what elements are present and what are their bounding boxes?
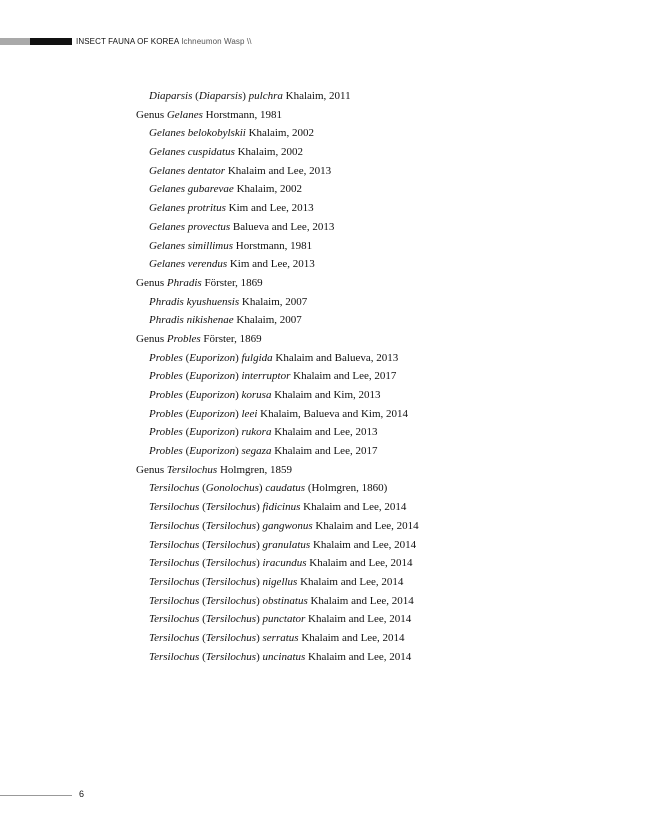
taxon-name-text: Gelanes provectus	[149, 220, 231, 233]
species-entry	[136, 218, 596, 237]
species-entry	[136, 498, 596, 517]
authority-text: Balueva and Lee, 2013	[230, 220, 335, 233]
taxon-name-text: punctator	[262, 613, 306, 626]
species-entry	[136, 311, 596, 330]
header-text	[76, 37, 252, 46]
taxon-name-text: uncinatus	[262, 650, 306, 663]
authority-text: Khalaim and Lee, 2014	[300, 501, 407, 514]
species-entry	[136, 648, 596, 667]
authority-text: )	[258, 482, 266, 495]
authority-text: )	[235, 407, 242, 420]
taxon-name-text: nigellus	[262, 575, 298, 588]
taxon-name-text: Probles	[149, 407, 183, 420]
taxon-name-text: Euporizon	[189, 370, 236, 383]
authority-text: (Holmgren, 1860)	[305, 482, 388, 495]
authority-text: Kim and Lee, 2013	[227, 258, 315, 271]
authority-text: (	[182, 351, 190, 364]
taxon-name-text: granulatus	[262, 538, 311, 551]
authority-text: )	[242, 90, 249, 102]
taxon-name-text: Euporizon	[189, 426, 236, 439]
genus-entry	[136, 106, 596, 125]
taxon-name-text: fulgida	[241, 351, 273, 364]
taxon-name-text: Euporizon	[189, 445, 236, 458]
taxon-name-text: leei	[241, 407, 258, 420]
taxon-name-text: Tersilochus	[149, 557, 200, 570]
taxon-name-text: Probles	[166, 332, 201, 345]
taxon-name-text: iracundus	[262, 557, 307, 570]
authority-text: )	[256, 519, 263, 532]
authority-text: Genus	[136, 108, 167, 121]
authority-text: )	[235, 426, 242, 439]
taxon-name-text: Gelanes belokobylskii	[149, 127, 246, 140]
taxon-name-text: Phradis	[166, 276, 202, 289]
species-entry	[136, 405, 596, 424]
authority-text: (	[199, 650, 206, 663]
taxon-name-text: Tersilochus	[205, 650, 257, 663]
taxon-name-text: Gelanes gubarevae	[149, 183, 234, 196]
genus-entry	[136, 274, 596, 293]
authority-text: )	[256, 650, 263, 663]
taxon-name-text: Tersilochus	[205, 501, 257, 514]
authority-text: Genus	[136, 276, 167, 289]
species-entry	[136, 180, 596, 199]
taxon-name-text: Tersilochus	[149, 631, 200, 644]
authority-text: )	[256, 557, 263, 570]
taxon-name-text: Tersilochus	[205, 631, 257, 644]
taxon-name-text: Gelanes	[166, 108, 203, 121]
taxon-name-text: Probles	[149, 445, 183, 458]
taxon-name-text: Diaparsis	[198, 90, 243, 102]
taxon-name-text: fidicinus	[262, 501, 301, 514]
species-entry	[136, 517, 596, 536]
authority-text: )	[256, 631, 263, 644]
taxon-name-text: Phradis nikishenae	[149, 314, 234, 327]
authority-text: (	[182, 445, 190, 458]
species-entry	[136, 554, 596, 573]
taxon-name-text: Tersilochus	[205, 538, 257, 551]
authority-text: Khalaim and Lee, 2014	[312, 519, 419, 532]
species-entry	[136, 442, 596, 461]
species-entry	[136, 592, 596, 611]
authority-text: Khalaim, 2002	[245, 127, 314, 140]
species-entry	[136, 199, 596, 218]
taxon-name-text: Gelanes dentator	[149, 164, 226, 177]
taxon-name-text: Tersilochus	[205, 519, 257, 532]
authority-text: (	[182, 426, 190, 439]
authority-text: )	[235, 445, 242, 458]
taxon-name-text: Gelanes simillimus	[149, 239, 234, 252]
authority-text: Khalaim and Lee, 2017	[271, 445, 378, 458]
authority-text: (	[192, 90, 199, 102]
authority-text: (	[199, 594, 206, 607]
authority-text: Genus	[136, 332, 167, 345]
footer-rule	[0, 795, 72, 796]
authority-text: (	[199, 501, 206, 514]
species-entry	[136, 124, 596, 143]
authority-text: (	[199, 519, 206, 532]
authority-text: Horstmann, 1981	[233, 239, 313, 252]
taxon-name-text: Tersilochus	[149, 650, 200, 663]
species-entry	[136, 386, 596, 405]
authority-text: Kim and Lee, 2013	[225, 202, 314, 215]
authority-text: Förster, 1869	[201, 276, 263, 289]
taxon-name-text: Euporizon	[189, 407, 236, 420]
taxon-name-text: Gelanes cuspidatus	[149, 146, 235, 159]
taxon-name-text: Gelanes verendus	[149, 258, 228, 271]
authority-text: Khalaim and Lee, 2014	[310, 538, 417, 551]
taxon-name-text: Diaparsis	[149, 90, 193, 102]
species-entry	[136, 255, 596, 274]
authority-text: Khalaim and Lee, 2014	[297, 575, 404, 588]
authority-text: (	[199, 631, 206, 644]
authority-text: Khalaim and Lee, 2014	[306, 557, 413, 570]
species-entry	[136, 349, 596, 368]
authority-text: Horstmann, 1981	[202, 108, 283, 121]
taxon-name-text: Phradis kyushuensis	[149, 295, 240, 308]
authority-text: )	[235, 370, 242, 383]
taxon-name-text: Tersilochus	[149, 538, 200, 551]
authority-text: (	[182, 370, 190, 383]
authority-text: (	[182, 389, 190, 401]
species-entry	[136, 293, 596, 312]
running-header	[0, 37, 652, 46]
authority-text: )	[256, 538, 263, 551]
authority-text: Khalaim, 2002	[233, 183, 302, 196]
taxon-name-text: Probles	[149, 370, 183, 383]
taxon-name-text: pulchra	[248, 90, 283, 102]
taxon-name-text: Gonolochus	[205, 482, 259, 495]
authority-text: (	[199, 482, 206, 495]
taxon-name-text: Probles	[149, 351, 183, 364]
authority-text: )	[235, 351, 242, 364]
species-entry	[136, 573, 596, 592]
authority-text: Khalaim, 2007	[233, 314, 302, 327]
taxon-name-text: Probles	[149, 426, 183, 439]
species-entry	[136, 237, 596, 256]
species-entry	[136, 162, 596, 181]
authority-text: Holmgren, 1859	[217, 463, 293, 476]
authority-text: Khalaim and Balueva, 2013	[272, 351, 399, 364]
taxon-name-text: Gelanes protritus	[149, 202, 226, 215]
authority-text: Khalaim, 2002	[234, 146, 303, 159]
taxon-name-text: Tersilochus	[205, 594, 257, 607]
header-title: INSECT FAUNA OF KOREA	[76, 37, 179, 46]
taxon-name-text: Tersilochus	[149, 519, 200, 532]
header-bar-black	[30, 38, 72, 45]
authority-text: Khalaim, 2007	[239, 295, 308, 308]
species-entry	[136, 610, 596, 629]
authority-text: (	[182, 407, 190, 420]
taxon-name-text: rukora	[241, 426, 272, 439]
species-entry	[136, 423, 596, 442]
species-entry	[136, 629, 596, 648]
authority-text: Khalaim and Lee, 2017	[290, 370, 397, 383]
authority-text: )	[256, 501, 263, 514]
page-number: 6	[79, 789, 85, 799]
species-entry	[136, 367, 596, 386]
authority-text: Genus	[136, 463, 167, 476]
taxon-name-text: Probles	[149, 389, 183, 401]
authority-text: )	[235, 389, 242, 401]
taxon-name-text: Tersilochus	[166, 463, 218, 476]
taxon-name-text: obstinatus	[262, 594, 308, 607]
taxon-name-text: Tersilochus	[149, 594, 200, 607]
authority-text: Khalaim and Lee, 2013	[225, 164, 332, 177]
taxon-name-text: Tersilochus	[149, 482, 200, 495]
taxon-name-text: Euporizon	[189, 389, 236, 401]
taxon-name-text: caudatus	[265, 482, 306, 495]
taxon-name-text: korusa	[241, 389, 272, 401]
taxon-name-text: segaza	[241, 445, 272, 458]
authority-text: (	[199, 538, 206, 551]
authority-text: Khalaim and Lee, 2014	[305, 650, 412, 663]
genus-entry	[136, 461, 596, 480]
header-subtitle: Ichneumon Wasp	[181, 37, 245, 46]
taxon-name-text: Tersilochus	[205, 575, 257, 588]
species-entry	[136, 87, 596, 106]
authority-text: Khalaim, 2011	[282, 90, 351, 102]
authority-text: (	[199, 613, 206, 626]
authority-text: )	[256, 613, 263, 626]
header-bar-grey	[0, 38, 30, 45]
authority-text: (	[199, 575, 206, 588]
species-list	[136, 87, 596, 666]
authority-text: Khalaim, Balueva and Kim, 2014	[257, 407, 408, 420]
taxon-name-text: gangwonus	[262, 519, 313, 532]
authority-text: Förster, 1869	[200, 332, 262, 345]
authority-text: Khalaim and Lee, 2014	[298, 631, 405, 644]
authority-text: Khalaim and Kim, 2013	[271, 389, 381, 401]
authority-text: Khalaim and Lee, 2013	[271, 426, 378, 439]
taxon-name-text: Tersilochus	[205, 557, 257, 570]
authority-text: Khalaim and Lee, 2014	[307, 594, 414, 607]
authority-text: (	[199, 557, 206, 570]
species-entry	[136, 536, 596, 555]
taxon-name-text: interruptor	[241, 370, 291, 383]
taxon-name-text: Tersilochus	[205, 613, 257, 626]
taxon-name-text: Tersilochus	[149, 613, 200, 626]
authority-text: Khalaim and Lee, 2014	[305, 613, 412, 626]
taxon-name-text: Tersilochus	[149, 575, 200, 588]
taxon-name-text: Tersilochus	[149, 501, 200, 514]
authority-text: )	[256, 575, 263, 588]
authority-text: )	[256, 594, 263, 607]
taxon-name-text: Euporizon	[189, 351, 236, 364]
species-entry	[136, 479, 596, 498]
genus-entry	[136, 330, 596, 349]
taxon-name-text: serratus	[262, 631, 299, 644]
species-entry	[136, 143, 596, 162]
header-mark: \\	[246, 37, 252, 46]
